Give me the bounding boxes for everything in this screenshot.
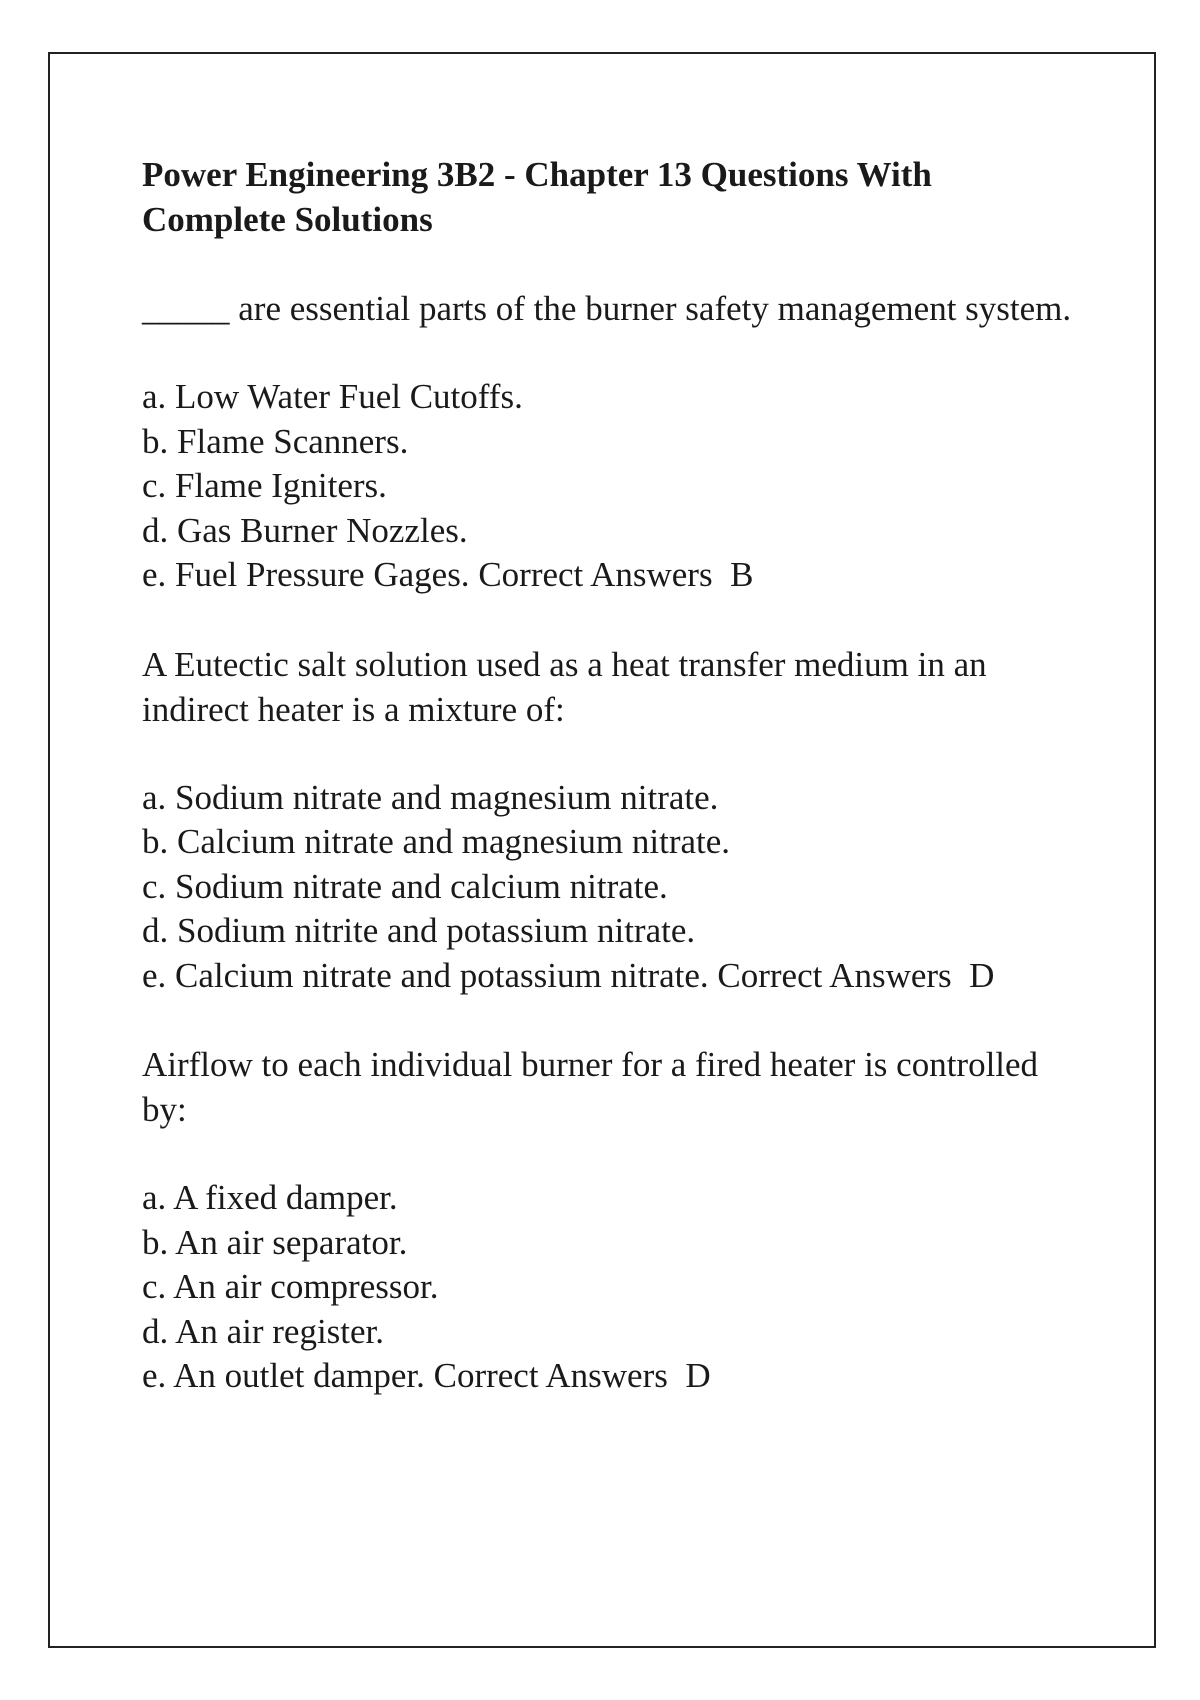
option-d: d. Sodium nitrite and potassium nitrate. [142, 911, 696, 950]
option-e: e. An outlet damper. [142, 1356, 425, 1395]
option-list [142, 776, 1082, 999]
option-c: c. Flame Igniters. [142, 466, 387, 505]
document-body [142, 152, 1082, 1443]
question-2 [142, 642, 1082, 999]
option-d: d. Gas Burner Nozzles. [142, 510, 468, 550]
option-a: a. Sodium nitrate and magnesium nitrate. [142, 777, 719, 817]
option-c: c. Sodium nitrate and calcium nitrate. [142, 866, 668, 906]
document-title: Power Engineering 3B2 - Chapter 13 Questions With Complete Solutions [142, 155, 932, 239]
answer-value: D [969, 955, 995, 995]
question-1 [142, 286, 1082, 598]
option-b: b. Flame Scanners. [142, 421, 409, 461]
option-b: b. Calcium nitrate and magnesium nitrate. [142, 822, 731, 861]
answer-label: Correct Answers [478, 555, 713, 594]
answer-value: D [685, 1356, 711, 1395]
option-e-with-answer [142, 1354, 1082, 1399]
option-b: b. An air separator. [142, 1222, 408, 1262]
answer-label: Correct Answers [717, 955, 952, 995]
question-3 [142, 1042, 1082, 1399]
option-d: d. An air register. [142, 1311, 385, 1351]
option-e: e. Fuel Pressure Gages. [142, 555, 470, 594]
question-prompt: Airflow to each individual burner for a fired heater is controlled by: [142, 1045, 1039, 1129]
option-list [142, 1176, 1082, 1399]
question-prompt: A Eutectic salt solution used as a heat transfer medium in an indirect heater is a mixture of: [142, 644, 987, 729]
option-a: a. A fixed damper. [142, 1178, 398, 1217]
answer-value: B [730, 555, 754, 594]
question-prompt: _____ are essential parts of the burner safety management system. [142, 289, 1072, 328]
answer-label: Correct Answers [433, 1356, 668, 1395]
option-e: e. Calcium nitrate and potassium nitrate. [142, 955, 709, 995]
option-list [142, 375, 1082, 598]
option-c: c. An air compressor. [142, 1267, 439, 1306]
option-a: a. Low Water Fuel Cutoffs. [142, 377, 523, 416]
option-e-with-answer [142, 954, 1082, 999]
option-e-with-answer [142, 553, 1082, 598]
